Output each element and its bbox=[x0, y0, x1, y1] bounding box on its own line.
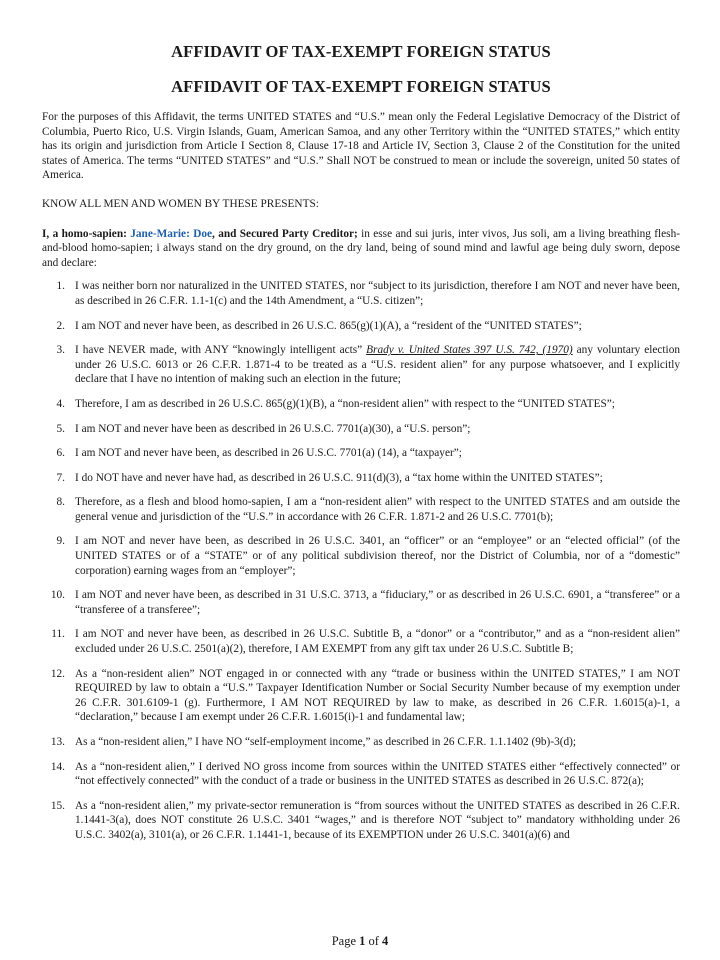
item-text: I am NOT and never have been, as described in 26 U.S.C. Subtitle B, a “donor” or a “contributor,” and as a “non-resident alien” excluded under 26 U.S.C. 2501(a)(2), therefore, I AM EXEMPT from any gift tax under 26 U.S.C. Subtitle B; bbox=[75, 628, 680, 656]
declarant-paragraph bbox=[42, 227, 680, 271]
item-number: 3. bbox=[56, 344, 65, 357]
item-text-pre: I have NEVER made, with ANY “knowingly intelligent acts” bbox=[75, 344, 367, 357]
case-citation: Brady v. United States 397 U.S. 742, (1970) bbox=[366, 344, 573, 357]
declarant-statement: in esse and sui juris, inter vivos, Jus soli, am a living breathing flesh-and-blood homo-sapien; i always stand on the dry ground, on the dry land, being of sound mind and lawful age being duly sworn, depose and declare: bbox=[42, 227, 680, 269]
item-text bbox=[75, 343, 680, 387]
document-title-repeat: AFFIDAVIT OF TAX-EXEMPT FOREIGN STATUS bbox=[171, 77, 551, 96]
item-number: 12. bbox=[50, 667, 65, 680]
list-item bbox=[42, 799, 680, 843]
page-number: 1 bbox=[359, 934, 366, 948]
item-text: I am NOT and never have been as described in 26 U.S.C. 7701(a)(30), a “U.S. person”; bbox=[75, 422, 471, 435]
list-item bbox=[42, 446, 680, 461]
declarant-lead: I, a homo-sapien: bbox=[42, 227, 131, 240]
list-item bbox=[42, 279, 680, 308]
page-total: 4 bbox=[382, 934, 389, 948]
item-text: I am NOT and never have been, as described in 26 U.S.C. 865(g)(1)(A), a “resident of the “UNITED STATES”; bbox=[75, 319, 582, 332]
item-text: I am NOT and never have been, as described in 31 U.S.C. 3713, a “fiduciary,” or as described in 26 U.S.C. 6901, a “transferee” or a “transferee of a transferee”; bbox=[75, 589, 680, 616]
item-number: 2. bbox=[56, 319, 65, 332]
definitions-paragraph: For the purposes of this Affidavit, the terms UNITED STATES and “U.S.” mean only the Federal Legislative Democracy of the District of Columbia, Puerto Rico, U.S. Virgin Islands, Guam, American Samoa, and any other Territory within the “UNITED STATES,” which entity has its origin and jurisdiction from Article I Section 8, Clause 17-18 and Article IV, Section 3, Clause 2 of the Constitution for the united states of America. The terms “UNITED STATES” and “U.S.” Shall NOT be construed to mean or include the sovereign, united 50 states of America. bbox=[42, 111, 680, 182]
page-of: of bbox=[365, 934, 383, 948]
item-text: Therefore, as a flesh and blood homo-sapien, I am a “non-resident alien” with respect to the UNITED STATES and am outside the general venue and jurisdiction of the “U.S.” in accordance with 26 C.F.R. 1.871-2 and 26 U.S.C. 7701(b); bbox=[75, 496, 680, 523]
item-text: Therefore, I am as described in 26 U.S.C. 865(g)(1)(B), a “non-resident alien” with respect to the “UNITED STATES”; bbox=[75, 397, 615, 410]
page-footer bbox=[0, 934, 720, 949]
item-number: 13. bbox=[50, 736, 65, 748]
know-all-heading: KNOW ALL MEN AND WOMEN BY THESE PRESENTS: bbox=[42, 197, 319, 210]
item-text: As a “non-resident alien,” my private-sector remuneration is “from sources without the UNITED STATES as described in 26 C.F.R. 1.1441-3(a), does NOT constitute 26 U.S.C. 3401 “wages,” and is therefore NOT “subject to” mandatory withholding under 26 U.S.C. 3402(a), 3101(a), or 26 C.F.R. 1.1441-1, because of its EXEMPTION under 26 U.S.C. 3401(a)(6) and bbox=[75, 799, 680, 841]
item-text: As a “non-resident alien,” I have NO “self-employment income,” as described in 26 C.F.R. 1.1.1402 (9b)-3(d); bbox=[75, 736, 577, 748]
list-item bbox=[42, 422, 680, 437]
item-text: As a “non-resident alien,” I derived NO gross income from sources within the UNITED STATES either “effectively connected” or “not effectively connected” with the conduct of a trade or business in the UNITED STATES as described in 26 U.S.C. 872(a); bbox=[75, 760, 680, 788]
item-number: 8. bbox=[56, 496, 65, 509]
item-text: I am NOT and never have been, as described in 26 U.S.C. 7701(a) (14), a “taxpayer”; bbox=[75, 447, 462, 460]
item-number: 1. bbox=[56, 280, 65, 293]
list-item bbox=[42, 627, 680, 656]
item-number: 11. bbox=[51, 628, 65, 641]
item-number: 5. bbox=[56, 422, 65, 435]
declaration-list bbox=[42, 279, 680, 842]
declarant-name: Jane-Marie: Doe bbox=[130, 227, 213, 240]
list-item bbox=[42, 667, 680, 725]
list-item bbox=[42, 397, 680, 412]
item-number: 9. bbox=[56, 535, 65, 548]
item-number: 14. bbox=[50, 760, 65, 773]
declarant-title: , and Secured Party Creditor; bbox=[212, 227, 358, 240]
list-item bbox=[42, 471, 680, 486]
list-item bbox=[42, 495, 680, 524]
document-title: AFFIDAVIT OF TAX-EXEMPT FOREIGN STATUS bbox=[171, 42, 551, 61]
item-text: As a “non-resident alien” NOT engaged in or connected with any “trade or business within the UNITED STATES,” I am NOT REQUIRED by law to obtain a “U.S.” Taxpayer Identification Number or Social Security Number because of my exemption under 26 C.F.R. 301.6109-1 (g). Furthermore, I AM NOT REQUIRED by law to make, as described in 26 C.F.R. 1.6015(a)-1, a “declaration,” because I am exempt under 26 C.F.R. 1.6015(i)-1 and fundamental law; bbox=[75, 667, 680, 724]
list-item bbox=[42, 343, 680, 387]
item-text: I was neither born nor naturalized in the UNITED STATES, nor “subject to its jurisdiction, therefore I am NOT and never have been, as described in 26 C.F.R. 1.1-1(c) and the 14th Amendment, a “U.S. citizen”; bbox=[75, 280, 680, 307]
item-number: 6. bbox=[56, 447, 65, 460]
item-number: 4. bbox=[56, 397, 65, 410]
list-item bbox=[42, 319, 680, 334]
page-label: Page bbox=[331, 934, 360, 948]
list-item bbox=[42, 760, 680, 789]
item-number: 15. bbox=[50, 799, 65, 812]
list-item bbox=[42, 588, 680, 617]
item-number: 7. bbox=[56, 471, 65, 484]
list-item bbox=[42, 534, 680, 578]
item-number: 10. bbox=[50, 589, 65, 602]
list-item bbox=[42, 735, 680, 750]
item-text: I am NOT and never have been, as described in 26 U.S.C. 3401, an “officer” or an “employee” or an “elected official” (of the UNITED STATES or of a “STATE” or of any political subdivision thereof, nor the District of Columbia, nor of a “domestic” corporation) earning wages from an “employer”; bbox=[75, 535, 680, 577]
item-text-post: any voluntary election under 26 U.S.C. 6013 or 26 C.F.R. 1.871-4 to be treated as a “U.S. resident alien” for any purpose whatsoever, and I explicitly declare that I have no intention of making such an election in the future; bbox=[75, 344, 680, 386]
item-text: I do NOT have and never have had, as described in 26 U.S.C. 911(d)(3), a “tax home within the UNITED STATES”; bbox=[75, 471, 603, 484]
